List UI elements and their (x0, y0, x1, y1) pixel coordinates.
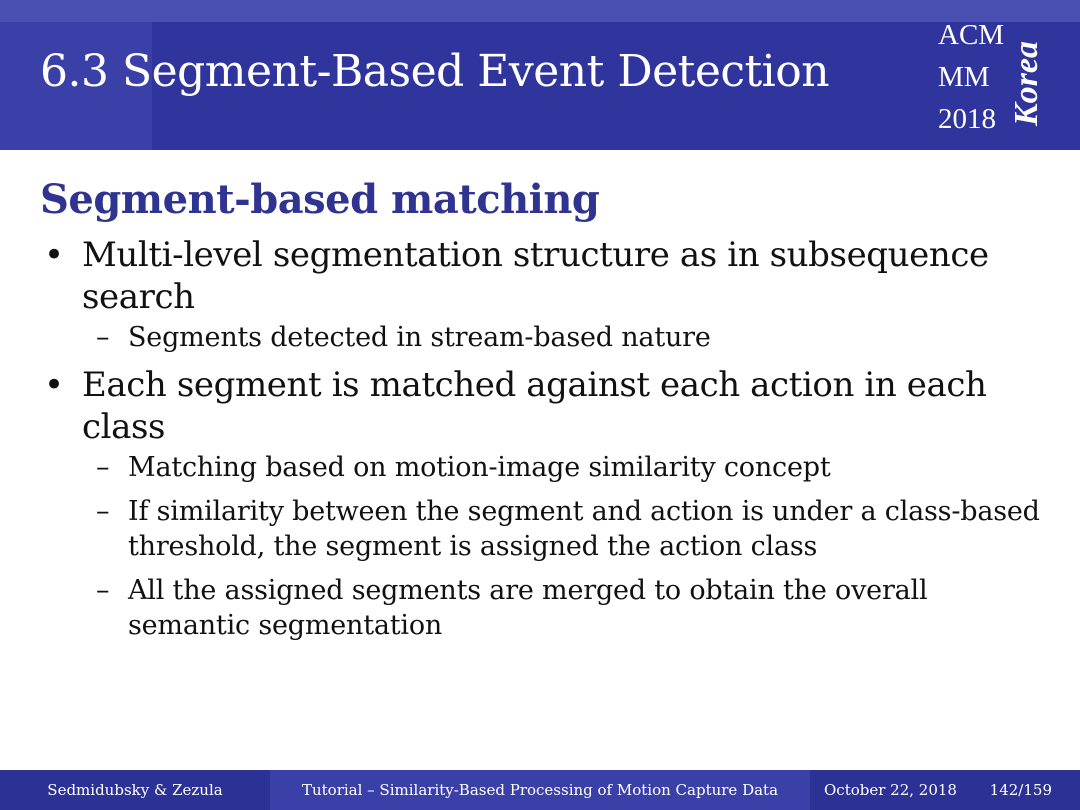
logo-year: 2018 (938, 103, 996, 135)
slide-title: 6.3 Segment-Based Event Detection (40, 46, 830, 97)
bullet-dot-icon: • (44, 365, 64, 405)
sub-bullet-list (82, 450, 1050, 643)
bullet-text: Multi-level segmentation structure as in subsequence search (82, 235, 989, 317)
sub-bullet-item (82, 494, 1050, 564)
section-heading: Segment-based matching (40, 176, 600, 223)
slide-footer (0, 770, 1080, 810)
logo-acm: ACM (938, 19, 1005, 51)
sub-bullet-text: All the assigned segments are merged to obtain the overall semantic segmentation (128, 575, 928, 641)
bullet-item (40, 364, 1050, 643)
footer-date-page (810, 770, 1080, 810)
header-top-band (0, 0, 1080, 22)
dash-icon: – (96, 496, 110, 527)
bullet-text: Each segment is matched against each action in each class (82, 365, 987, 447)
footer-authors: Sedmidubsky & Zezula (0, 770, 270, 810)
sub-bullet-item (82, 573, 1050, 643)
logo-text (938, 14, 1004, 140)
logo-korea: Korea (1008, 41, 1045, 126)
sub-bullet-text: Matching based on motion-image similarity concept (128, 452, 831, 483)
sub-bullet-text: If similarity between the segment and action is under a class-based threshold, the segment is assigned the action class (128, 496, 1040, 562)
footer-page-number: 142/159 (989, 781, 1052, 799)
bullet-list (40, 234, 1050, 643)
bullet-item (40, 234, 1050, 355)
acm-mm-logo (938, 14, 1068, 134)
slide-content (40, 172, 1050, 652)
sub-bullet-item (82, 450, 1050, 485)
logo-mm: MM (938, 61, 990, 93)
sub-bullet-list (82, 320, 1050, 355)
footer-date: October 22, 2018 (824, 781, 957, 799)
sub-bullet-text: Segments detected in stream-based nature (128, 322, 711, 353)
dash-icon: – (96, 575, 110, 606)
bullet-dot-icon: • (44, 235, 64, 275)
dash-icon: – (96, 322, 110, 353)
sub-bullet-item (82, 320, 1050, 355)
slide-header (0, 0, 1080, 150)
footer-tutorial-title: Tutorial – Similarity-Based Processing of Motion Capture Data (270, 770, 810, 810)
dash-icon: – (96, 452, 110, 483)
